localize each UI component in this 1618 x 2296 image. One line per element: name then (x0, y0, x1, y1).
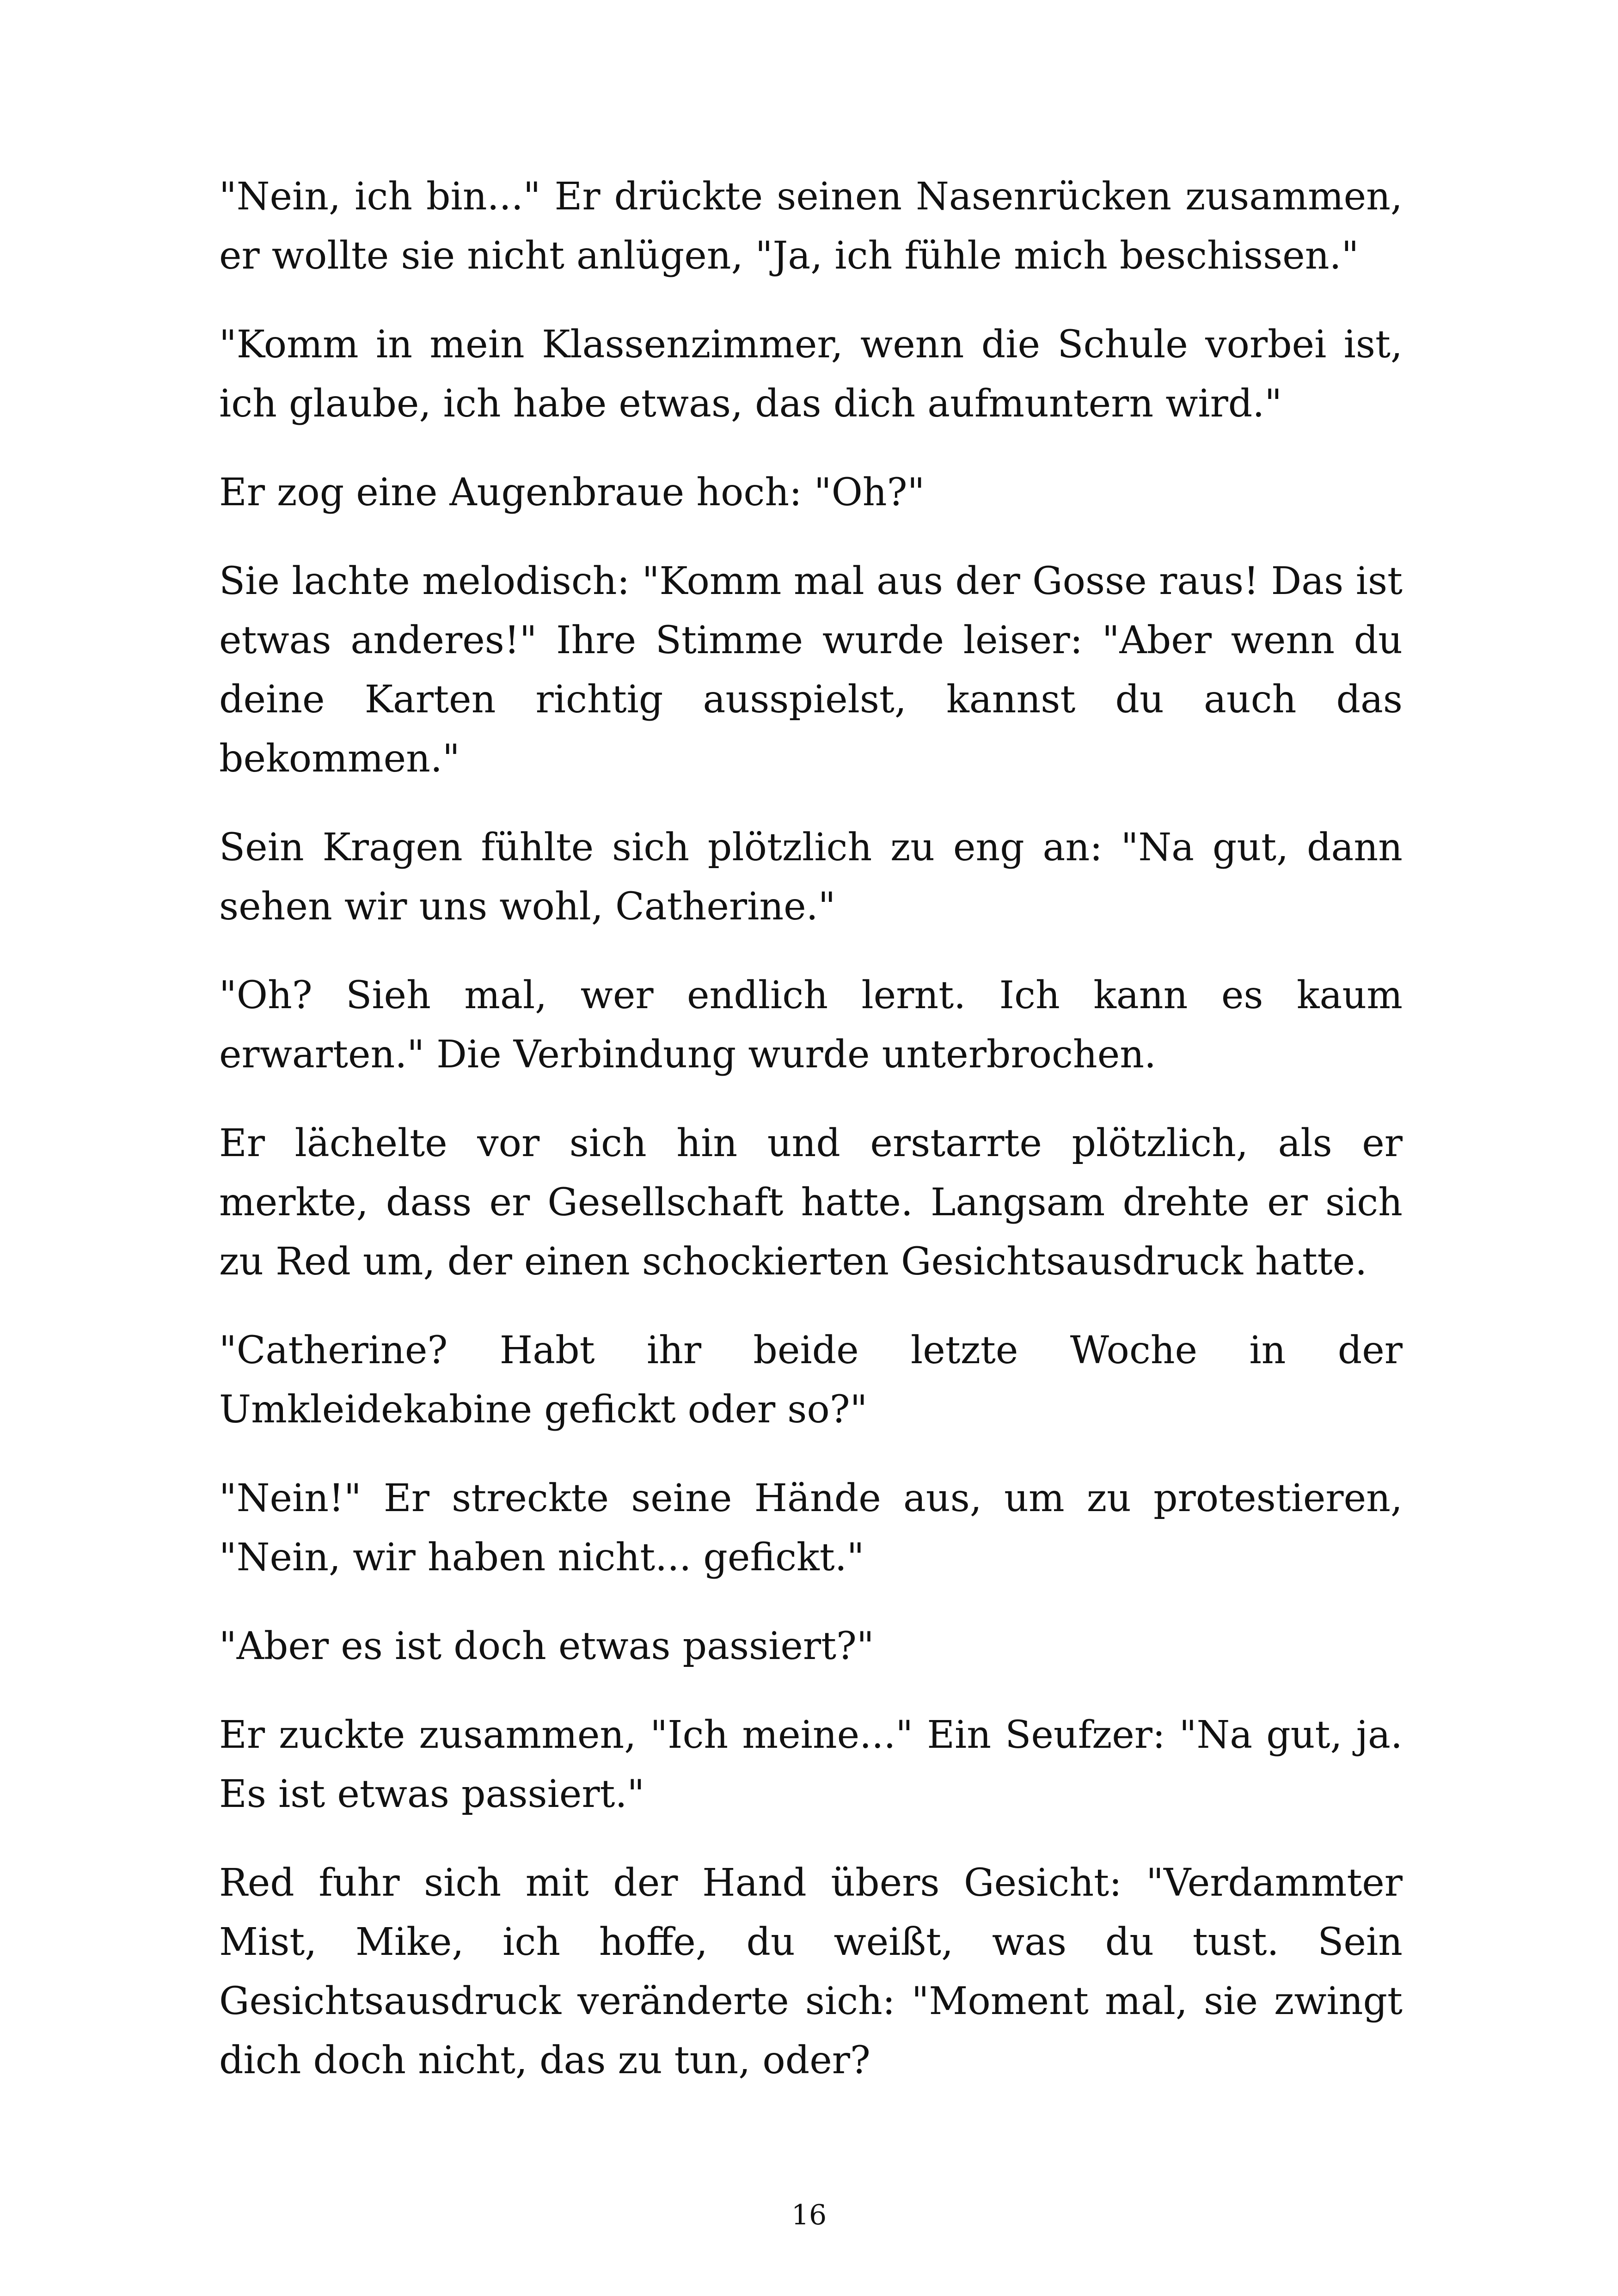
paragraph: "Komm in mein Klassenzimmer, wenn die Schule vorbei ist, ich glaube, ich habe etwas, das dich aufmuntern wird." (219, 323, 1403, 426)
paragraph: "Nein!" Er streckte seine Hände aus, um zu protestieren, "Nein, wir haben nicht... gefickt." (219, 1476, 1403, 1580)
paragraph: Er zog eine Augenbraue hoch: "Oh?" (219, 471, 925, 514)
body-text (219, 167, 1403, 2120)
paragraph: "Catherine? Habt ihr beide letzte Woche in der Umkleidekabine gefickt oder so?" (219, 1329, 1403, 1432)
paragraph: Sein Kragen fühlte sich plötzlich zu eng an: "Na gut, dann sehen wir uns wohl, Catherine." (219, 826, 1403, 929)
paragraph: Red fuhr sich mit der Hand übers Gesicht: "Verdammter Mist, Mike, ich hoffe, du weißt, was du tust. Sein Gesichtsausdruck veränderte sich: "Moment mal, sie zwingt dich doch nicht, das zu tun, oder? (219, 1861, 1403, 2082)
paragraph: "Oh? Sieh mal, wer endlich lernt. Ich kann es kaum erwarten." Die Verbindung wurde unterbrochen. (219, 974, 1403, 1077)
page-number: 16 (791, 2199, 827, 2231)
paragraph: Er zuckte zusammen, "Ich meine..." Ein Seufzer: "Na gut, ja. Es ist etwas passiert." (219, 1713, 1403, 1816)
paragraph: "Nein, ich bin..." Er drückte seinen Nasenrücken zusammen, er wollte sie nicht anlügen, "Ja, ich fühle mich beschissen." (219, 175, 1403, 278)
paragraph: "Aber es ist doch etwas passiert?" (219, 1624, 874, 1668)
paragraph: Er lächelte vor sich hin und erstarrte plötzlich, als er merkte, dass er Gesellschaft hatte. Langsam drehte er sich zu Red um, der einen schockierten Gesichtsausdruck hatte. (219, 1121, 1403, 1284)
paragraph: Sie lachte melodisch: "Komm mal aus der Gosse raus! Das ist etwas anderes!" Ihre Stimme wurde leiser: "Aber wenn du deine Karten richtig ausspielst, kannst du auch das bekommen." (219, 559, 1403, 781)
